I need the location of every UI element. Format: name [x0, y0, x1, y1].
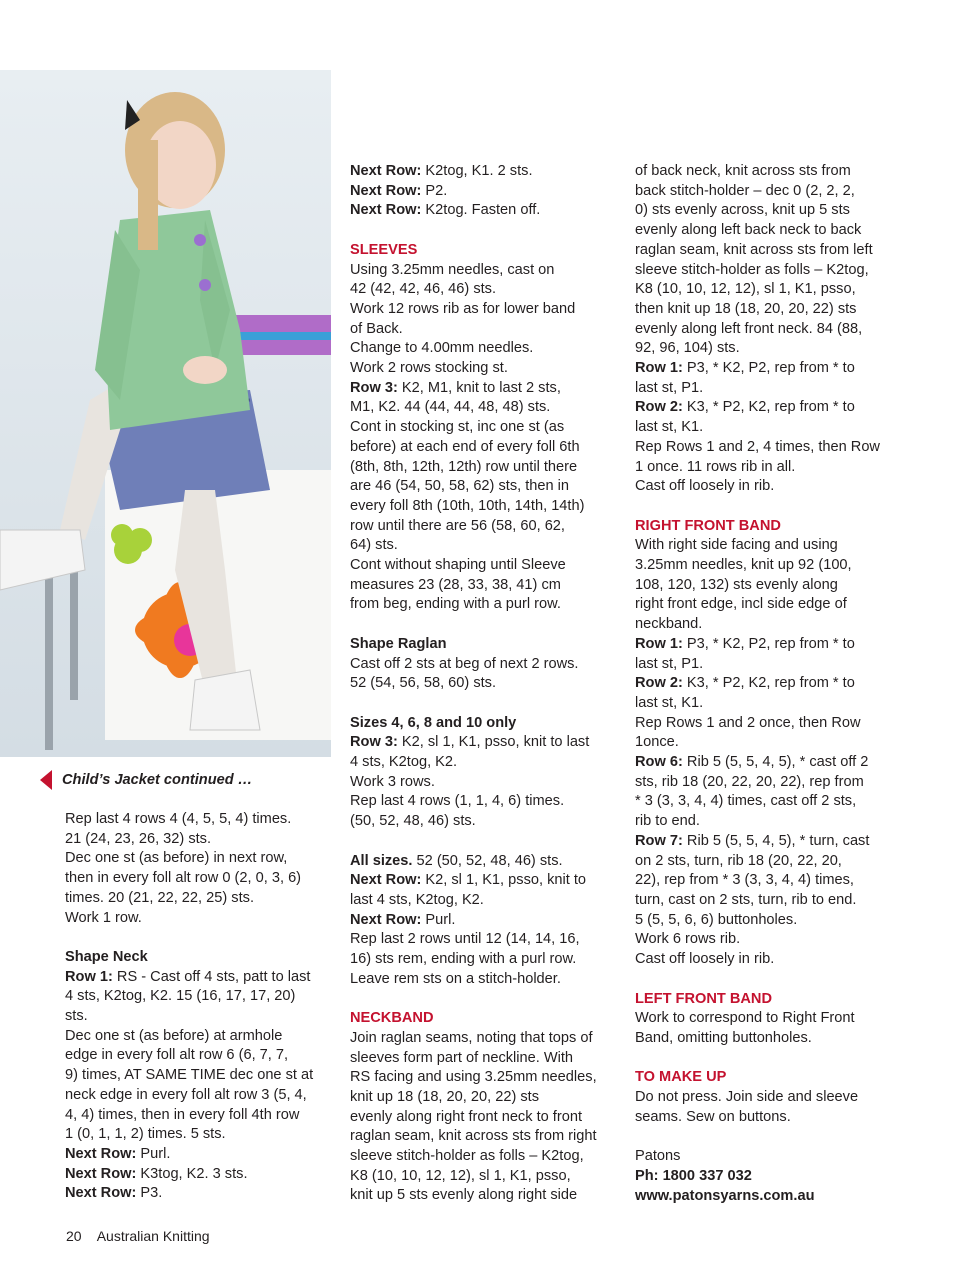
text-line [350, 201, 625, 221]
shape-raglan-heading: Shape Raglan [350, 635, 447, 652]
text-line: With right side facing and using [635, 537, 838, 554]
row-text: K2, sl 1, K1, psso, knit to last [401, 734, 590, 751]
text-line: of Back. [350, 320, 403, 337]
text-line: last 4 sts, K2tog, K2. [350, 891, 484, 908]
right-front-band-heading: RIGHT FRONT BAND [635, 517, 781, 534]
continued-label-text: Child’s Jacket continued … [62, 772, 253, 788]
row-label: Next Row: [350, 911, 422, 928]
text-line: back stitch-holder – dec 0 (2, 2, 2, [635, 182, 855, 199]
text-line: 1once. [635, 734, 679, 751]
text-line: 22), rep from * 3 (3, 3, 4, 4) times, [635, 872, 854, 889]
text-line [65, 1145, 335, 1165]
text-line: 52 (54, 56, 58, 60) sts. [350, 675, 497, 692]
text-line: before) at each end of every foll 6th [350, 438, 580, 455]
text-line [635, 753, 910, 773]
text-line: evenly along left front neck. 84 (88, [635, 320, 863, 337]
text-line: times. 20 (21, 22, 22, 25) sts. [65, 889, 254, 906]
row-label: Row 2: [635, 675, 683, 692]
row-text: K2tog, K1. 2 sts. [425, 163, 533, 179]
continued-label [40, 770, 252, 790]
text-line: Cast off 2 sts at beg of next 2 rows. [350, 655, 579, 672]
text-line [65, 1165, 335, 1185]
row-text: K2, sl 1, K1, psso, knit to [425, 872, 587, 889]
text-line [350, 871, 625, 891]
text-line: 108, 120, 132) sts evenly along [635, 576, 838, 593]
to-make-up-heading: TO MAKE UP [635, 1069, 727, 1086]
text-line [65, 1184, 335, 1204]
text-line: Band, omitting buttonholes. [635, 1029, 812, 1046]
sizes-heading: Sizes 4, 6, 8 and 10 only [350, 714, 517, 731]
text-line: Using 3.25mm needles, cast on [350, 261, 555, 278]
left-arrow-icon [40, 770, 52, 790]
text-line: Dec one st (as before) at armhole [65, 1027, 283, 1044]
text-line: K8 (10, 10, 12, 12), sl 1, K1, psso, [350, 1167, 571, 1184]
left-front-band-heading: LEFT FRONT BAND [635, 990, 773, 1007]
text-line: 42 (42, 42, 46, 46) sts. [350, 281, 497, 298]
row-label: Next Row: [350, 872, 422, 889]
sleeves-heading: SLEEVES [350, 241, 418, 258]
row-text: P2. [425, 182, 448, 199]
text-line: 21 (24, 23, 26, 32) sts. [65, 830, 212, 847]
supplier-name: Patons [635, 1148, 681, 1165]
text-line: Change to 4.00mm needles. [350, 340, 534, 357]
text-line: * 3 (3, 3, 4, 4) times, cast off 2 sts, [635, 793, 857, 810]
text-line: evenly along left back neck to back [635, 222, 862, 239]
row-label: Next Row: [350, 202, 422, 219]
text-line: Rep Rows 1 and 2, 4 times, then Row [635, 438, 880, 455]
text-line: Cast off loosely in rib. [635, 951, 775, 968]
text-line: last st, P1. [635, 379, 704, 396]
text-line: knit up 5 sts evenly along right side [350, 1187, 578, 1204]
text-line: Rep last 4 rows 4 (4, 5, 5, 4) times. [65, 811, 292, 827]
text-line: Work to correspond to Right Front [635, 1010, 855, 1027]
text-line: measures 23 (28, 33, 38, 41) cm [350, 576, 561, 593]
text-line: last st, P1. [635, 655, 704, 672]
column-3 [635, 162, 910, 1206]
text-line [350, 182, 625, 202]
text-line: Work 6 rows rib. [635, 931, 741, 948]
text-line [635, 359, 910, 379]
text-line [635, 832, 910, 852]
text-line: turn, cast on 2 sts, turn, rib to end. [635, 892, 857, 908]
text-line [635, 674, 910, 694]
text-line [350, 852, 625, 872]
text-line: raglan seam, knit across sts from left [635, 241, 873, 258]
supplier-website: www.patonsyarns.com.au [635, 1187, 815, 1204]
text-line: 1 (0, 1, 1, 2) times. 5 sts. [65, 1126, 226, 1143]
text-line: 4, 4) times, then in every foll 4th row [65, 1106, 300, 1123]
text-line: are 46 (54, 50, 58, 62) sts, then in [350, 478, 570, 495]
text-line: Cont in stocking st, inc one st (as [350, 419, 565, 436]
text-line: M1, K2. 44 (44, 44, 48, 48) sts. [350, 399, 551, 416]
neckband-heading: NECKBAND [350, 1010, 434, 1027]
text-line: seams. Sew on buttons. [635, 1108, 791, 1125]
text-line: row until there are 56 (58, 60, 62, [350, 517, 565, 534]
text-line: 3.25mm needles, knit up 92 (100, [635, 557, 852, 574]
row-text: K3, * P2, K2, rep from * to [686, 675, 855, 692]
shape-neck-heading: Shape Neck [65, 948, 148, 965]
page-footer [66, 1228, 210, 1244]
row-label: Row 6: [635, 754, 683, 771]
text-line: 1 once. 11 rows rib in all. [635, 458, 796, 475]
row-label: Next Row: [65, 1185, 137, 1202]
text-line: Work 1 row. [65, 909, 142, 926]
text-line: RS facing and using 3.25mm needles, [350, 1069, 597, 1086]
column-1 [65, 810, 335, 1204]
text-line: Rep last 4 rows (1, 1, 4, 6) times. [350, 793, 565, 810]
row-text: Purl. [140, 1145, 171, 1162]
text-line [635, 635, 910, 655]
row-text: P3, * K2, P2, rep from * to [686, 635, 855, 652]
text-line: Work 12 rows rib as for lower band [350, 300, 576, 317]
text-line: from beg, ending with a purl row. [350, 596, 561, 613]
text-line: 9) times, AT SAME TIME dec one st at [65, 1067, 314, 1084]
text-line: 0) sts evenly across, knit up 5 sts [635, 202, 850, 219]
row-text: Rib 5 (5, 5, 4, 5), * cast off 2 [686, 754, 869, 771]
row-label: Next Row: [65, 1165, 137, 1182]
text-line [65, 968, 335, 988]
text-line: then in every foll alt row 0 (2, 0, 3, 6) [65, 870, 302, 887]
text-line: Do not press. Join side and sleeve [635, 1089, 859, 1105]
text-line: 92, 96, 104) sts. [635, 340, 740, 357]
child-jacket-photo [0, 70, 331, 757]
text-line: 5 (5, 5, 6, 6) buttonholes. [635, 911, 798, 928]
row-text: K3tog, K2. 3 sts. [140, 1165, 248, 1182]
text-line: Rep Rows 1 and 2 once, then Row [635, 714, 861, 731]
text-line [350, 911, 625, 931]
text-line: 16) sts rem, ending with a purl row. [350, 951, 577, 968]
text-line: Cast off loosely in rib. [635, 478, 775, 495]
text-line: sleeves form part of neckline. With [350, 1049, 574, 1066]
row-text: P3. [140, 1185, 163, 1202]
row-label: Row 1: [635, 360, 683, 377]
row-label: Row 2: [635, 399, 683, 416]
text-line: (8th, 8th, 12th, 12th) row until there [350, 458, 578, 475]
text-line: on 2 sts, turn, rib 18 (20, 22, 20, [635, 852, 842, 869]
text-line: right front edge, incl side edge of [635, 596, 847, 613]
text-line: Dec one st (as before) in next row, [65, 850, 288, 867]
page-number: 20 [66, 1228, 82, 1244]
row-text: RS - Cast off 4 sts, patt to last [116, 968, 311, 985]
row-label: Row 3: [350, 734, 398, 751]
text-line: of back neck, knit across sts from [635, 163, 851, 179]
text-line [350, 162, 625, 182]
row-label: Row 1: [635, 635, 683, 652]
text-line: last st, K1. [635, 694, 704, 711]
text-line: Join raglan seams, noting that tops of [350, 1029, 593, 1046]
row-label: Row 3: [350, 379, 398, 396]
column-2 [350, 162, 625, 1206]
text-line: (50, 52, 48, 46) sts. [350, 813, 476, 830]
text-line: then knit up 18 (18, 20, 20, 22) sts [635, 300, 857, 317]
row-text: K2tog. Fasten off. [425, 202, 541, 219]
text-line [350, 379, 625, 399]
text-line: Leave rem sts on a stitch-holder. [350, 970, 561, 987]
text-line: rib to end. [635, 813, 700, 830]
text-line: K8 (10, 10, 12, 12), sl 1, K1, psso, [635, 281, 856, 298]
text-line: evenly along right front neck to front [350, 1108, 583, 1125]
text-line: Cont without shaping until Sleeve [350, 557, 566, 574]
text-line: edge in every foll alt row 6 (6, 7, 7, [65, 1047, 289, 1064]
row-label: All sizes. [350, 852, 413, 869]
text-line: 4 sts, K2tog, K2. [350, 754, 458, 771]
row-text: K3, * P2, K2, rep from * to [686, 399, 855, 416]
text-line: Rep last 2 rows until 12 (14, 14, 16, [350, 931, 580, 948]
row-label: Next Row: [350, 163, 422, 179]
text-line: Work 2 rows stocking st. [350, 360, 508, 377]
text-line: Work 3 rows. [350, 773, 435, 790]
row-text: Purl. [425, 911, 456, 928]
row-text: K2, M1, knit to last 2 sts, [401, 379, 561, 396]
magazine-name: Australian Knitting [96, 1228, 210, 1244]
row-text: P3, * K2, P2, rep from * to [686, 360, 855, 377]
text-line: 4 sts, K2tog, K2. 15 (16, 17, 17, 20) [65, 988, 296, 1005]
text-line: sleeve stitch-holder as folls – K2tog, [350, 1148, 584, 1165]
text-line [635, 398, 910, 418]
text-line [350, 733, 625, 753]
row-text: Rib 5 (5, 5, 4, 5), * turn, cast [686, 832, 870, 849]
text-line: sleeve stitch-holder as folls – K2tog, [635, 261, 869, 278]
text-line: raglan seam, knit across sts from right [350, 1128, 597, 1145]
row-label: Row 7: [635, 832, 683, 849]
text-line: knit up 18 (18, 20, 20, 22) sts [350, 1088, 540, 1105]
supplier-phone: Ph: 1800 337 032 [635, 1167, 752, 1184]
row-label: Next Row: [65, 1145, 137, 1162]
text-line: sts, rib 18 (20, 22, 20, 22), rep from [635, 773, 864, 790]
row-label: Row 1: [65, 968, 113, 985]
text-line: sts. [65, 1008, 88, 1025]
row-text: 52 (50, 52, 48, 46) sts. [416, 852, 563, 869]
text-line: last st, K1. [635, 419, 704, 436]
row-label: Next Row: [350, 182, 422, 199]
text-line: 64) sts. [350, 537, 398, 554]
text-line: neckband. [635, 616, 703, 633]
text-line: every foll 8th (10th, 10th, 14th, 14th) [350, 497, 585, 514]
text-line: neck edge in every foll alt row 3 (5, 4, [65, 1086, 307, 1103]
